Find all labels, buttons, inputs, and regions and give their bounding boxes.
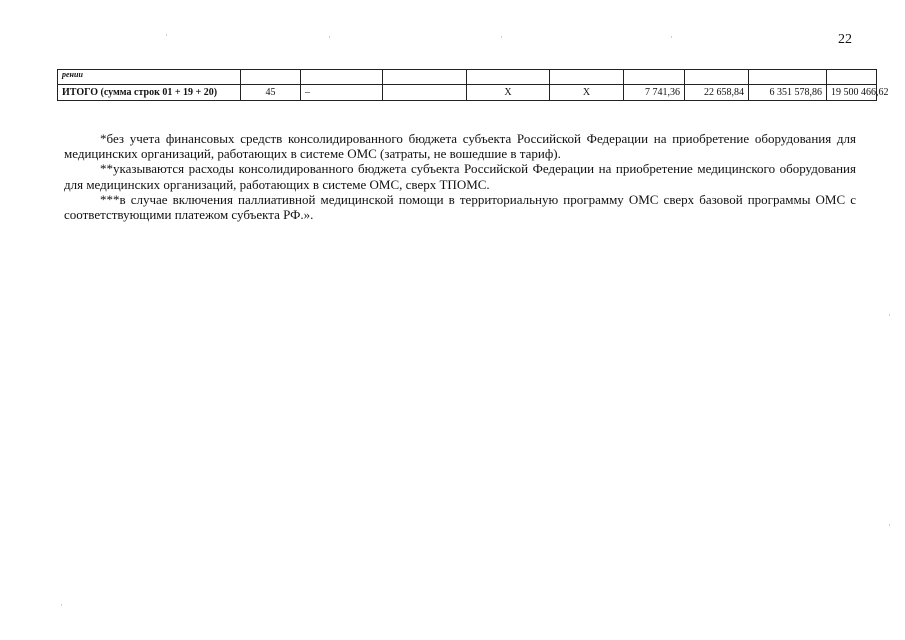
summary-table (57, 69, 889, 101)
footnote-2: **указываются расходы консолидированного бюджета субъекта Российской Федерации на приобретение медицинского оборудования для медицинских организаций, работающих в системе ОМС, сверх ТПОМС. (64, 161, 856, 192)
table-cell (685, 70, 749, 85)
footnotes (64, 131, 856, 222)
scan-speck: · (888, 310, 891, 320)
scan-speck: · (60, 600, 63, 610)
scan-speck: · (328, 32, 331, 42)
table-cell (301, 70, 383, 85)
total-cell-dash: – (301, 85, 383, 101)
continuation-label: рении (58, 70, 241, 85)
total-cell-value-1: 7 741,36 (624, 85, 685, 101)
table-cell (624, 70, 685, 85)
total-cell-empty (383, 85, 467, 101)
table-row-total (58, 85, 877, 101)
table-cell (383, 70, 467, 85)
scan-speck: · (670, 32, 673, 42)
page-number: 22 (838, 32, 852, 47)
table-cell (241, 70, 301, 85)
table-cell (550, 70, 624, 85)
table-row-continuation (58, 70, 877, 85)
table-cell (749, 70, 827, 85)
table-cell (467, 70, 550, 85)
total-cell-x-1: X (467, 85, 550, 101)
table-cell (827, 70, 877, 85)
total-cell-x-2: X (550, 85, 624, 101)
total-cell-count: 45 (241, 85, 301, 101)
total-row-label: ИТОГО (сумма строк 01 + 19 + 20) (58, 85, 241, 101)
footnote-3: ***в случае включения паллиативной медицинской помощи в территориальную программу ОМС сверх базовой программы ОМС с соответствующими платежом субъекта РФ.». (64, 191, 856, 223)
total-cell-value-4: 19 500 466,62 (827, 85, 877, 101)
footnote-1: *без учета финансовых средств консолидированного бюджета субъекта Российской Федерации на приобретение оборудования для медицинских организаций, работающих в системе ОМС (затраты, не вошедшие в тариф). (64, 131, 856, 162)
total-cell-value-2: 22 658,84 (685, 85, 749, 101)
scan-speck: · (165, 30, 168, 40)
scan-speck: · (888, 520, 891, 530)
scan-speck: · (500, 32, 503, 42)
total-cell-value-3: 6 351 578,86 (749, 85, 827, 101)
